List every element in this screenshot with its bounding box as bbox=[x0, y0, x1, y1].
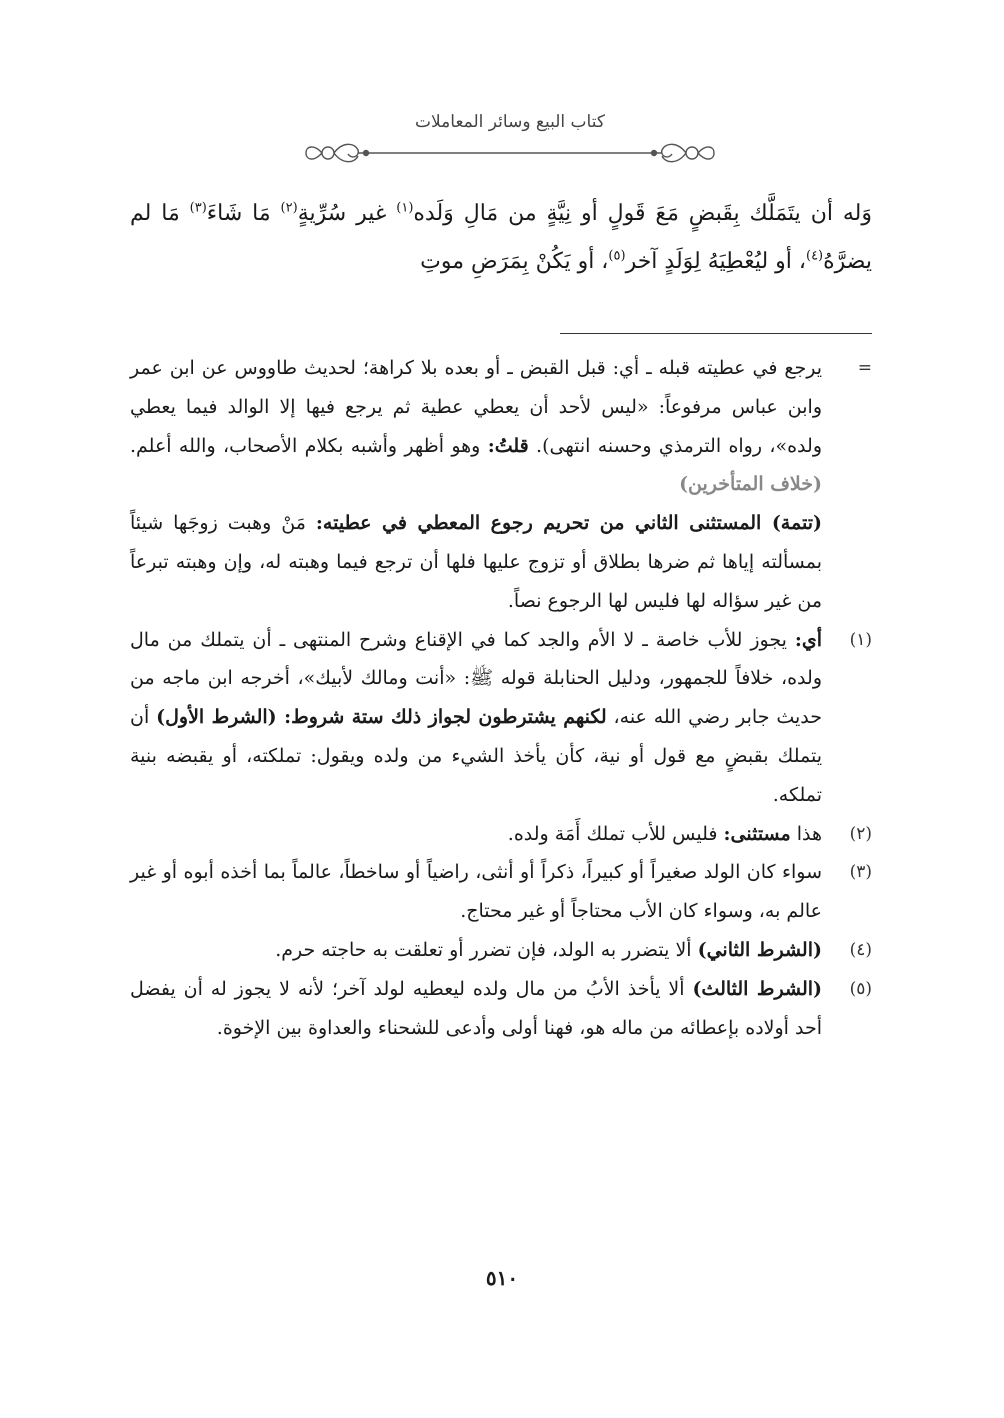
main-text-segment: مَا شَاءَ bbox=[206, 201, 281, 226]
footnote-separator bbox=[560, 333, 872, 334]
footnote-bold-segment: (الشرط الثاني) bbox=[697, 938, 822, 961]
footnote-bold-segment: مستثنى: bbox=[723, 822, 791, 845]
footnotes bbox=[130, 349, 872, 1047]
footnote-bold-segment: (الشرط الثالث) bbox=[692, 977, 822, 1000]
footnote-text bbox=[130, 970, 822, 1048]
footnote-bold-segment: أي: bbox=[794, 628, 822, 651]
footnote-marker: (٤) bbox=[849, 939, 872, 960]
footnote-segment: وهو أظهر وأشبه بكلام الأصحاب، والله أعلم. bbox=[130, 434, 488, 457]
main-text-segment: مَا لم يضرَّهُ bbox=[130, 201, 872, 274]
footnote-segment: أن يتملك بقبضٍ مع قول أو نية، كأن يأخذ الشيء من ولده ويقول: تملكته، أو يقبضه بنية تملكه. bbox=[130, 706, 822, 806]
footnote-bold-segment: (تتمة) المستثنى الثاني من تحريم رجوع المعطي في عطيته: bbox=[315, 512, 822, 535]
header-ornament-icon bbox=[300, 136, 720, 170]
footnote-marker: (٥) bbox=[849, 978, 872, 999]
footnote-bold-segment: قلتُ: bbox=[487, 434, 529, 457]
running-header bbox=[300, 108, 720, 168]
footnote-ref-4[interactable]: (٤) bbox=[805, 248, 824, 264]
main-text bbox=[130, 190, 872, 286]
footnote-ref-5[interactable]: (٥) bbox=[608, 248, 626, 264]
footnote-2 bbox=[130, 815, 872, 854]
footnote-segment: سواء كان الولد صغيراً أو كبيراً، ذكراً أو أنثى، راضياً أو ساخطاً، عالماً بما أخذه أبوه أو غير عالم به، وسواء كان الأب محتاجاً أو غير محتاج. bbox=[130, 861, 822, 923]
footnote-text bbox=[130, 853, 822, 931]
footnote-segment: يجوز للأب خاصة ـ لا الأم والجد كما في الإقناع وشرح المنتهى ـ أن يتملك من مال ولده، خلافاً للجمهور، ودليل الحنابلة قوله ﷺ: «أنت ومالك لأبيك»، أخرجه ابن ماجه من حديث جابر رضي الله عنه، bbox=[130, 628, 822, 729]
footnote-text bbox=[130, 815, 822, 854]
footnote-ref-1[interactable]: (١) bbox=[396, 200, 414, 216]
footnote-ref-3[interactable]: (٣) bbox=[189, 200, 207, 216]
footnote-segment: مَنْ وهبت زوجَها شيئاً بمسألته إياها ثم ضرها بطلاق أو تزوج عليها فلها أن ترجع فيما وهبته له، وإن وهبته تبرعاً من غير سؤاله لها فليس لها الرجوع نصاً. bbox=[130, 512, 822, 612]
page-number: ٥١٠ bbox=[485, 1266, 519, 1290]
footnote-segment: ألا يتضرر به الولد، فإن تضرر أو تعلقت به حاجته حرم. bbox=[275, 938, 698, 961]
footnote-segment: فليس للأب تملك أَمَة ولده. bbox=[507, 822, 724, 845]
footnote-segment: هذا bbox=[790, 822, 822, 845]
footnote-text bbox=[130, 931, 822, 970]
main-text-segment: ، أو ليُعْطِيَهُ لِوَلَدٍ آخر bbox=[625, 249, 806, 274]
footnote-segment: يرجع في عطيته قبله ـ أي: قبل القبض ـ أو بعده بلا كراهة؛ لحديث طاووس عن ابن عمر وابن عباس مرفوعاً: «ليس لأحد أن يعطي عطية ثم يرجع فيها إلا الوالد فيما يعطي ولده»، رواه الترمذي وحسنه انتهى). bbox=[130, 357, 822, 457]
footnote-marker: = bbox=[857, 358, 872, 378]
main-paragraph bbox=[130, 190, 872, 286]
footnote-highlight-segment: (خلاف المتأخرين) bbox=[679, 473, 822, 496]
footnote-marker: (٢) bbox=[849, 823, 872, 844]
main-text-segment: غير سُرِّيةٍ bbox=[297, 201, 397, 226]
footnote-ref-2[interactable]: (٢) bbox=[280, 200, 298, 216]
footnote-segment: ألا يأخذ الأبُ من مال ولده ليعطيه لولد آخر؛ لأنه لا يجوز له أن يفضل أحد أولاده بإعطائه من ماله هو، فهنا أولى وأدعى للشحناء والعداوة بين الإخوة. bbox=[130, 977, 822, 1039]
footnote-marker: (١) bbox=[849, 629, 872, 650]
header-title: كتاب البيع وسائر المعاملات bbox=[415, 112, 605, 132]
footnote-text bbox=[130, 349, 822, 621]
footnote-3 bbox=[130, 853, 872, 931]
main-text-segment: ، أو يَكُنْ بِمَرَضِ موتِ bbox=[420, 249, 609, 274]
footnote-4 bbox=[130, 931, 872, 970]
main-text-segment: وَله أن يتَمَلَّك بِقَبضٍ مَعَ قَولٍ أو نِيَّةٍ من مَالِ وَلَده bbox=[413, 201, 872, 226]
footnote-text bbox=[130, 621, 822, 815]
footnote-1 bbox=[130, 621, 872, 815]
footnote-bold-segment: لكنهم يشترطون لجواز ذلك ستة شروط: (الشرط الأول) bbox=[156, 706, 607, 729]
footnote-5 bbox=[130, 970, 872, 1048]
footnote-marker: (٣) bbox=[849, 862, 872, 883]
footnote-continuation bbox=[130, 349, 872, 621]
